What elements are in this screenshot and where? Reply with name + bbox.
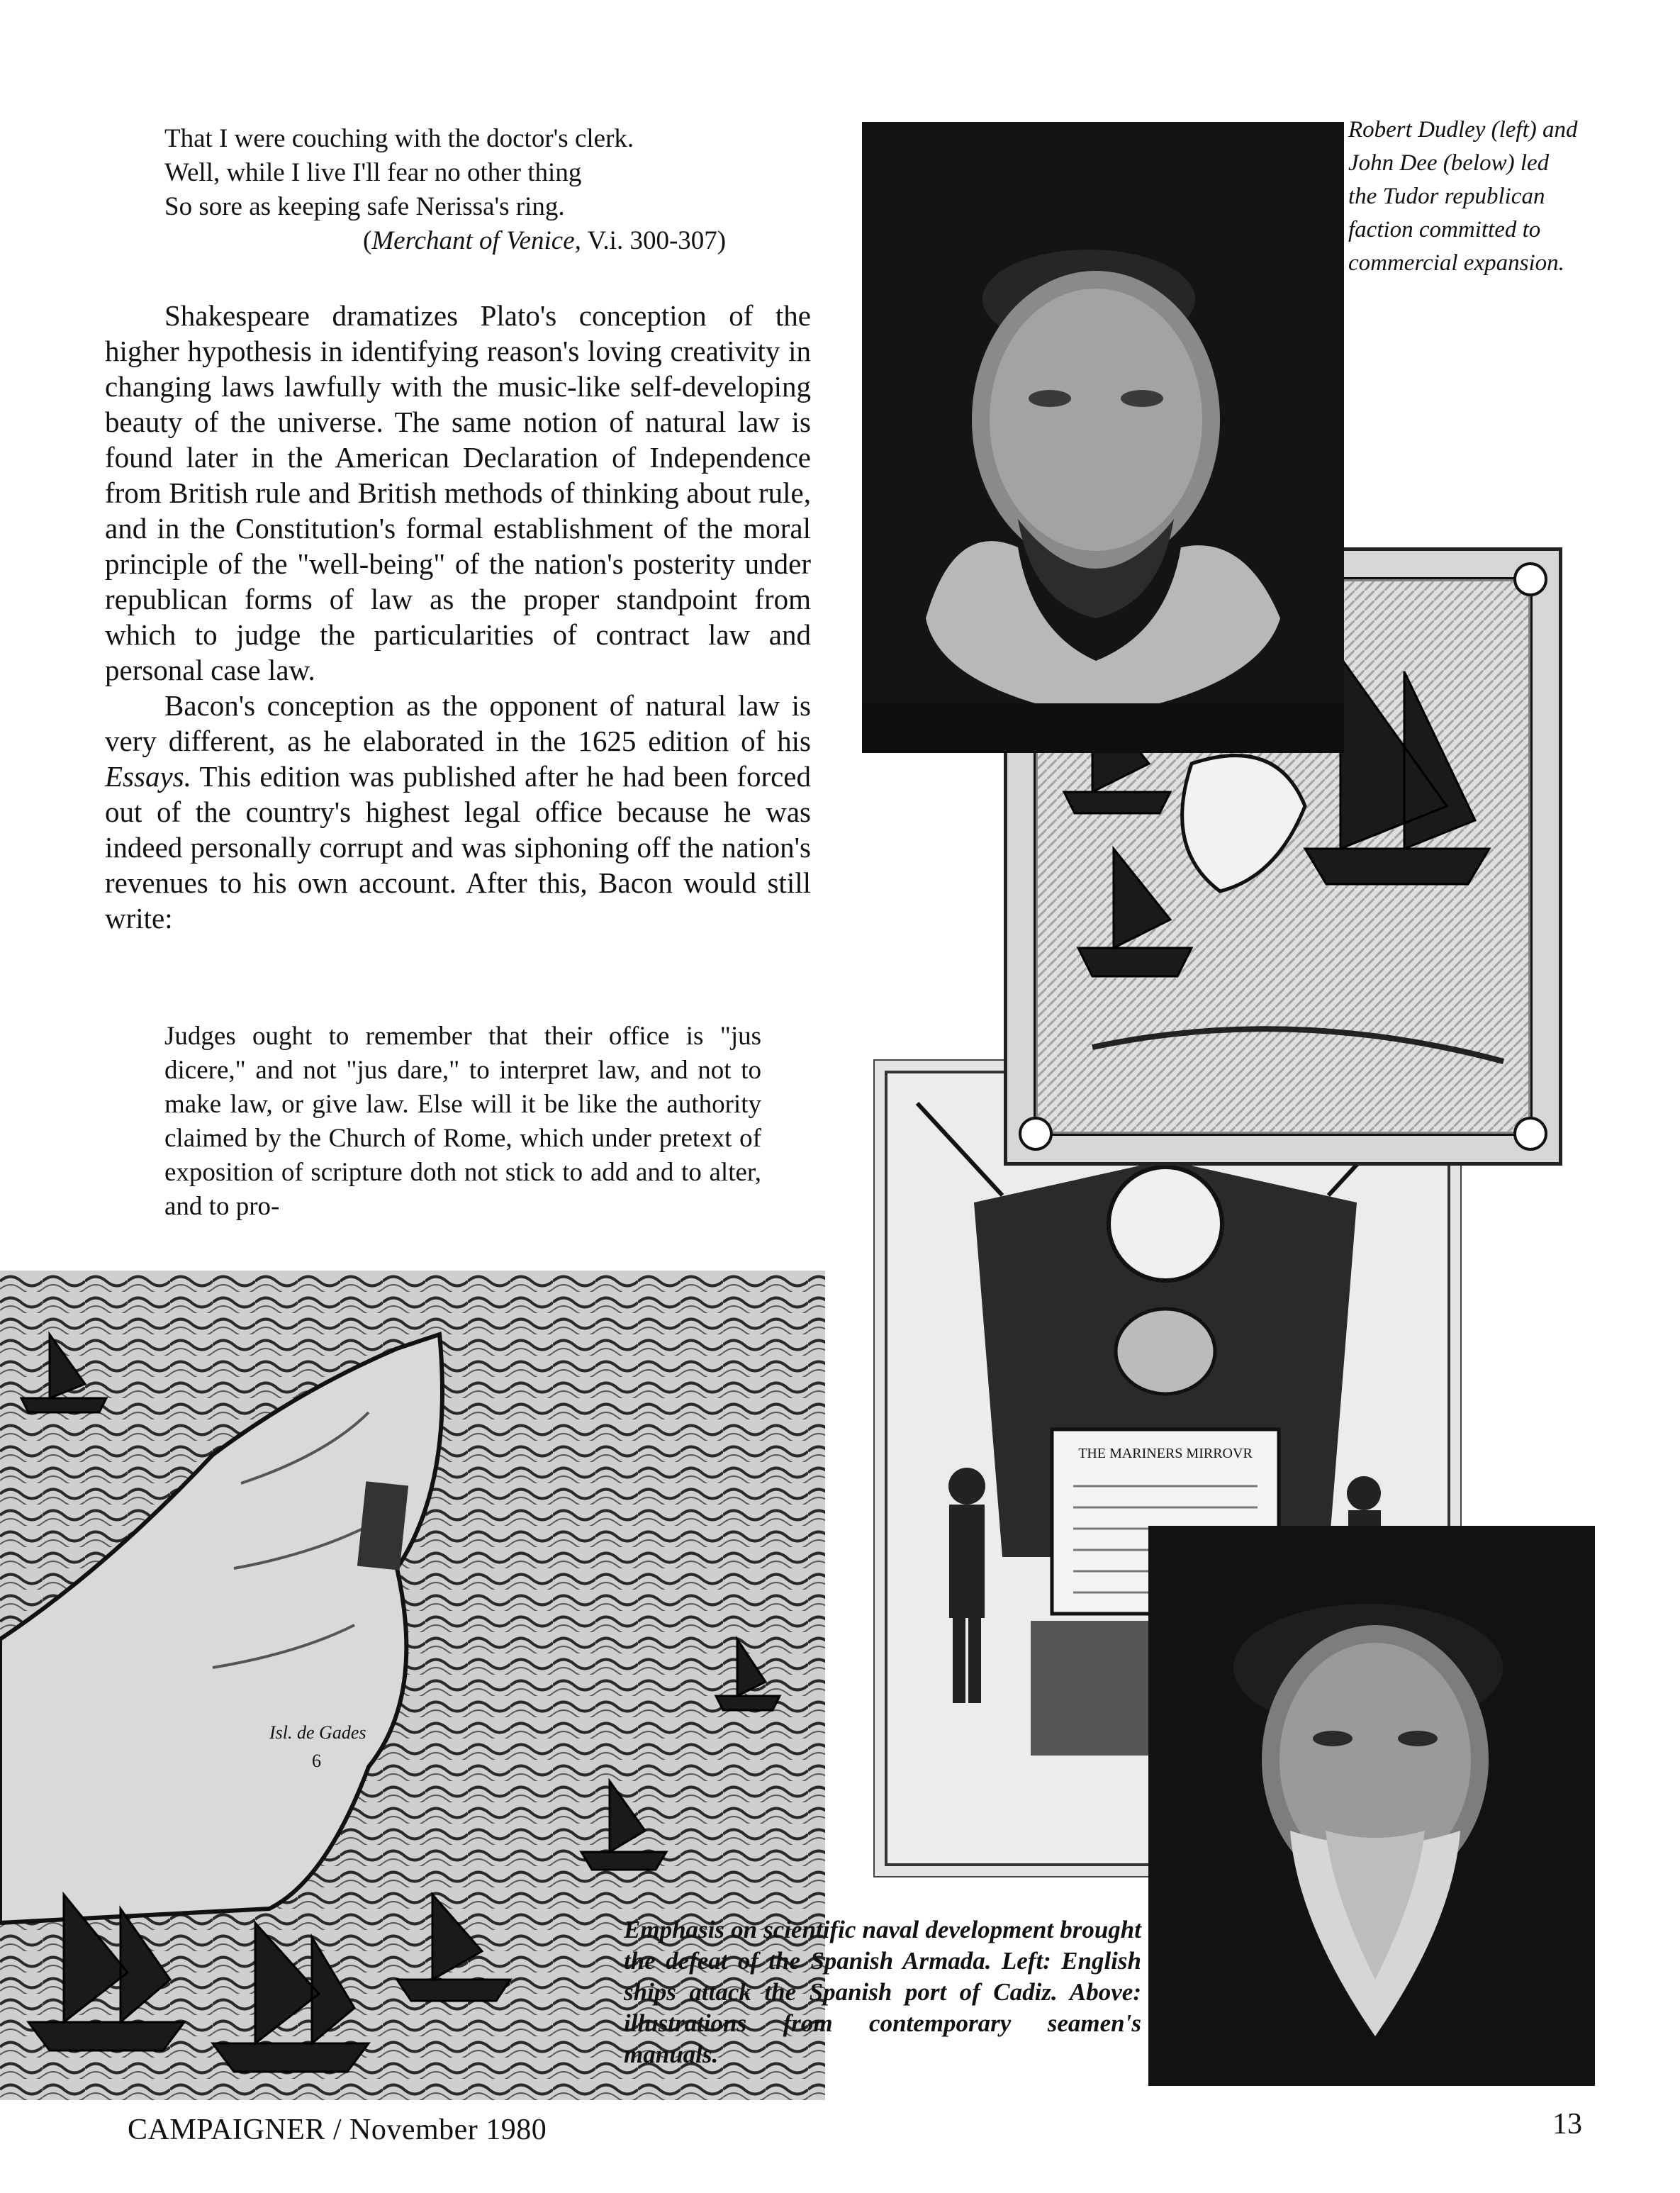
robert-dudley-portrait (862, 122, 1344, 753)
essays-title: Essays. (105, 760, 191, 793)
citation-title: Merchant of Venice, (371, 226, 581, 255)
article-body (105, 298, 811, 936)
page-number: 13 (1552, 2108, 1582, 2141)
verse-line: That I were couching with the doctor's clerk. (164, 124, 634, 153)
verse-citation: (Merchant of Venice, V.i. 300-307) (363, 226, 727, 255)
verse-line: Well, while I live I'll fear no other thing (164, 158, 582, 187)
citation-ref: V.i. 300-307) (587, 226, 727, 255)
john-dee-portrait (1148, 1526, 1595, 2086)
cadiz-number: 6 (312, 1751, 321, 1771)
verse-quote (164, 122, 802, 258)
paragraph-shakespeare: Shakespeare dramatizes Plato's conception of the higher hypothesis in identifying reason's loving creativity in changing laws lawfully with the music-like self-developing beauty of the universe. The same notion of natural law is found later in the American Declaration of Independence from British rule and British methods of thinking about rule, and in the Constitution's formal establishment of the moral principle of the "well-being" of the nation's posterity under republican forms of law as the proper standpoint from which to judge the particularities of contract law and personal case law. (105, 299, 811, 686)
verse-line: So sore as keeping safe Nerissa's ring. (164, 192, 565, 221)
mirror-title: THE MARINERS MIRROVR (1078, 1446, 1253, 1461)
armada-caption: Emphasis on scientific naval development brought the defeat of the Spanish Armada. Left: English ships attack the Spanish port of Cadiz. Above: illustrations from contemporary seamen's manuals. (624, 1916, 1141, 2068)
bacon-quote: Judges ought to remember that their office is "jus dicere," and not "jus dare," to interpret law, and not to make law, or give law. Else will it be like the authority claimed by the Church of Rome, which under pretext of exposition of scripture doth not stick to add and to alter, and to pro- (164, 1022, 761, 1221)
cadiz-label: Isl. de Gades (269, 1722, 366, 1743)
publication-footer: CAMPAIGNER / November 1980 (128, 2114, 547, 2146)
paragraph-bacon: Bacon's conception as the opponent of natural law is very different, as he elaborated in the 1625 edition of his Essays. This edition was published after he had been forced out of the country's highest legal office because he was indeed personally corrupt and was siphoning off the nation's revenues to his own account. After this, Bacon would still write: (105, 689, 811, 934)
portraits-caption: Robert Dudley (left) and John Dee (below) led the Tudor republican faction committed to commercial expansion. (1348, 117, 1578, 276)
